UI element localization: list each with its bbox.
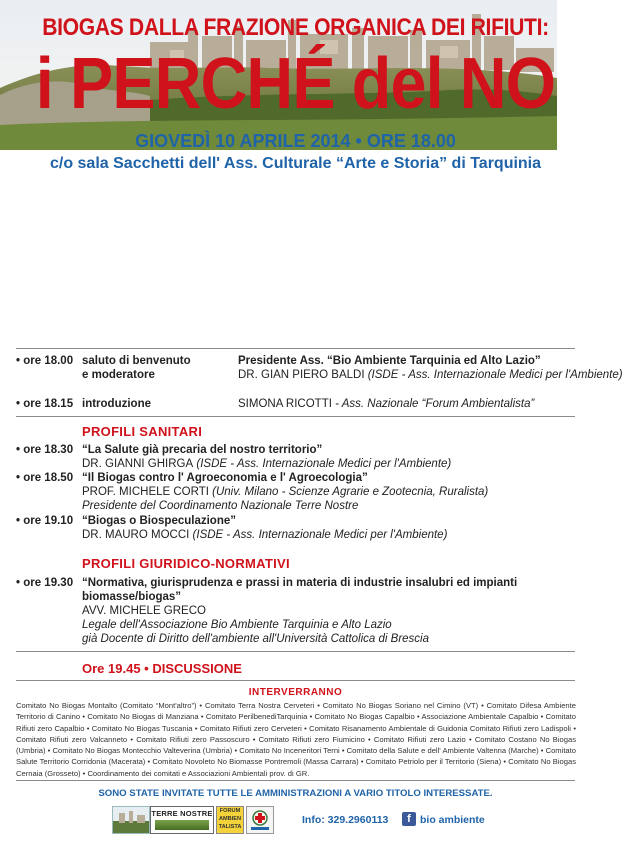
bio-ambiente-logo <box>112 806 150 834</box>
speaker-line <box>82 457 451 471</box>
speaker-role: Presidente Ass. “Bio Ambiente Tarquinia ed Alto Lazio” <box>238 355 541 367</box>
headline-top: BIOGAS DALLA FRAZIONE ORGANICA DEI RIFIUTI: <box>42 14 549 41</box>
facebook-icon: f <box>402 812 416 826</box>
ambien-text: AMBIEN <box>218 816 242 822</box>
program-desc: introduzione <box>82 398 151 410</box>
terre-nostre-logo <box>150 806 214 834</box>
speaker-name: SIMONA RICOTTI <box>238 398 332 410</box>
talk-title: “La Salute già precaria del nostro territorio” <box>82 444 323 456</box>
talk-title: “Il Biogas contro l' Agroeconomia e l' Agroecologia” <box>82 472 368 484</box>
facebook-page-name: bio ambiente <box>420 814 485 826</box>
program-time: • ore 18.50 <box>16 472 74 484</box>
speaker-affiliation: (ISDE - Ass. Internazionale Medici per l'Ambiente) <box>193 458 452 470</box>
program-time: • ore 18.15 <box>16 398 74 410</box>
intervention-title: INTERVERRANNO <box>248 687 343 698</box>
divider <box>16 651 575 652</box>
program-time: • ore 18.00 <box>16 355 74 367</box>
speaker-name: DR. GIAN PIERO BALDI <box>238 369 365 381</box>
program-desc: saluto di benvenuto <box>82 355 191 367</box>
talk-title-cont: biomasse/biogas” <box>82 591 182 603</box>
headline-main: i PERCHÉ del NO <box>35 44 556 124</box>
discussion-line: Ore 19.45 • DISCUSSIONE <box>82 661 242 676</box>
divider <box>16 680 575 681</box>
program-time: • ore 19.30 <box>16 577 74 589</box>
speaker-name: AVV. MICHELE GRECO <box>82 605 206 617</box>
event-date: GIOVEDÌ 10 APRILE 2014 • ORE 18.00 <box>135 131 456 151</box>
speaker-name: DR. MAURO MOCCI <box>82 529 190 541</box>
speaker-extra: già Docente di Diritto dell'ambiente all'Università Cattolica di Brescia <box>82 633 429 645</box>
speaker-line <box>238 368 623 382</box>
speaker-extra: Legale dell'Associazione Bio Ambiente Tarquinia e Alto Lazio <box>82 619 392 631</box>
isde-logo <box>246 806 274 834</box>
talista-text: TALISTA <box>218 824 242 830</box>
speaker-extra: Presidente del Coordinamento Nazionale Terre Nostre <box>82 500 359 512</box>
info-phone: Info: 329.2960113 <box>302 814 389 826</box>
speaker-name: PROF. MICHELE CORTI <box>82 486 209 498</box>
section-title-giuridico: PROFILI GIURIDICO-NORMATIVI <box>82 556 290 571</box>
divider <box>16 348 575 349</box>
speaker-affiliation: - Ass. Nazionale “Forum Ambientalista” <box>331 398 535 410</box>
divider <box>16 416 575 417</box>
event-venue: c/o sala Sacchetti dell' Ass. Culturale “Arte e Storia” di Tarquinia <box>49 155 542 172</box>
invite-note: SONO STATE INVITATE TUTTE LE AMMINISTRAZIONI A VARIO TITOLO INTERESSATE. <box>98 788 493 799</box>
speaker-affiliation: (ISDE - Ass. Internazionale Medici per l'Ambiente) <box>364 369 623 381</box>
terre-nostre-text: TERRE NOSTRE <box>151 809 213 818</box>
terre-nostre-graphic <box>155 820 209 830</box>
speaker-line <box>82 528 447 542</box>
committee-list: Comitato No Biogas Montalto (Comitato “Mont'altro”) • Comitato Terra Nostra Cerveteri • Comitato No Biogas Soriano nel Cimino (VT) • Comitato Difesa Ambiente Territorio di Canino • Comitato No Biogas di Manziana • Comitato PerilbenediTarquinia • Comitato No Biogas Capalbio • Associazione Ambientale Capalbio • Comitato Rifiuti zero Capalbio • Comitato No Biogas Tuscania • Comitato Rifiuti zero Cerveteri • Comitato Risanamento Ambientale di Guidonia Comitato Rifiuti zero Ladispoli • Comitato Rifiuti zero Valcanneto • Comitato Rifiuti zero Passoscuro • Comitato Rifiuti zero Fiumicino • Comitato Rifiuti zero Lazio • Comitato Costano No Biogas (Umbria) • Comitato No Biogas Montecchio Valteverina (Umbria) • Comitato No Inceneritori Terni • Comitato della Salute e dell' Ambiente Valtenna (Marche) • Comitato Salute Territorio Corridonia (Macerata) • Comitato Novoleto No Biomasse Pontremoli (Massa Carrara) • Comitato Petriolo per il Territorio (Siena) • Comitato No Biogas Cernaia (Grosseto) • Coordinamento dei comitati e Associazioni Ambientali prov. di GR. <box>16 701 576 778</box>
program-desc: e moderatore <box>82 369 155 381</box>
program-time: • ore 18.30 <box>16 444 74 456</box>
speaker-name: DR. GIANNI GHIRGA <box>82 458 194 470</box>
talk-title: “Biogas o Biospeculazione” <box>82 515 236 527</box>
program-time: • ore 19.10 <box>16 515 74 527</box>
speaker-affiliation: (ISDE - Ass. Internazionale Medici per l'Ambiente) <box>189 529 448 541</box>
forum-text: FORUM <box>219 808 241 814</box>
divider <box>16 780 575 781</box>
speaker-line <box>238 397 534 411</box>
speaker-line <box>82 485 488 499</box>
speaker-affiliation: (Univ. Milano - Scienze Agrarie e Zootecnia, Ruralista) <box>208 486 489 498</box>
section-title-sanitari: PROFILI SANITARI <box>82 424 203 439</box>
talk-title: “Normativa, giurisprudenza e prassi in materia di industrie insalubri ed impianti <box>82 577 518 589</box>
forum-ambientalista-logo <box>216 806 244 834</box>
